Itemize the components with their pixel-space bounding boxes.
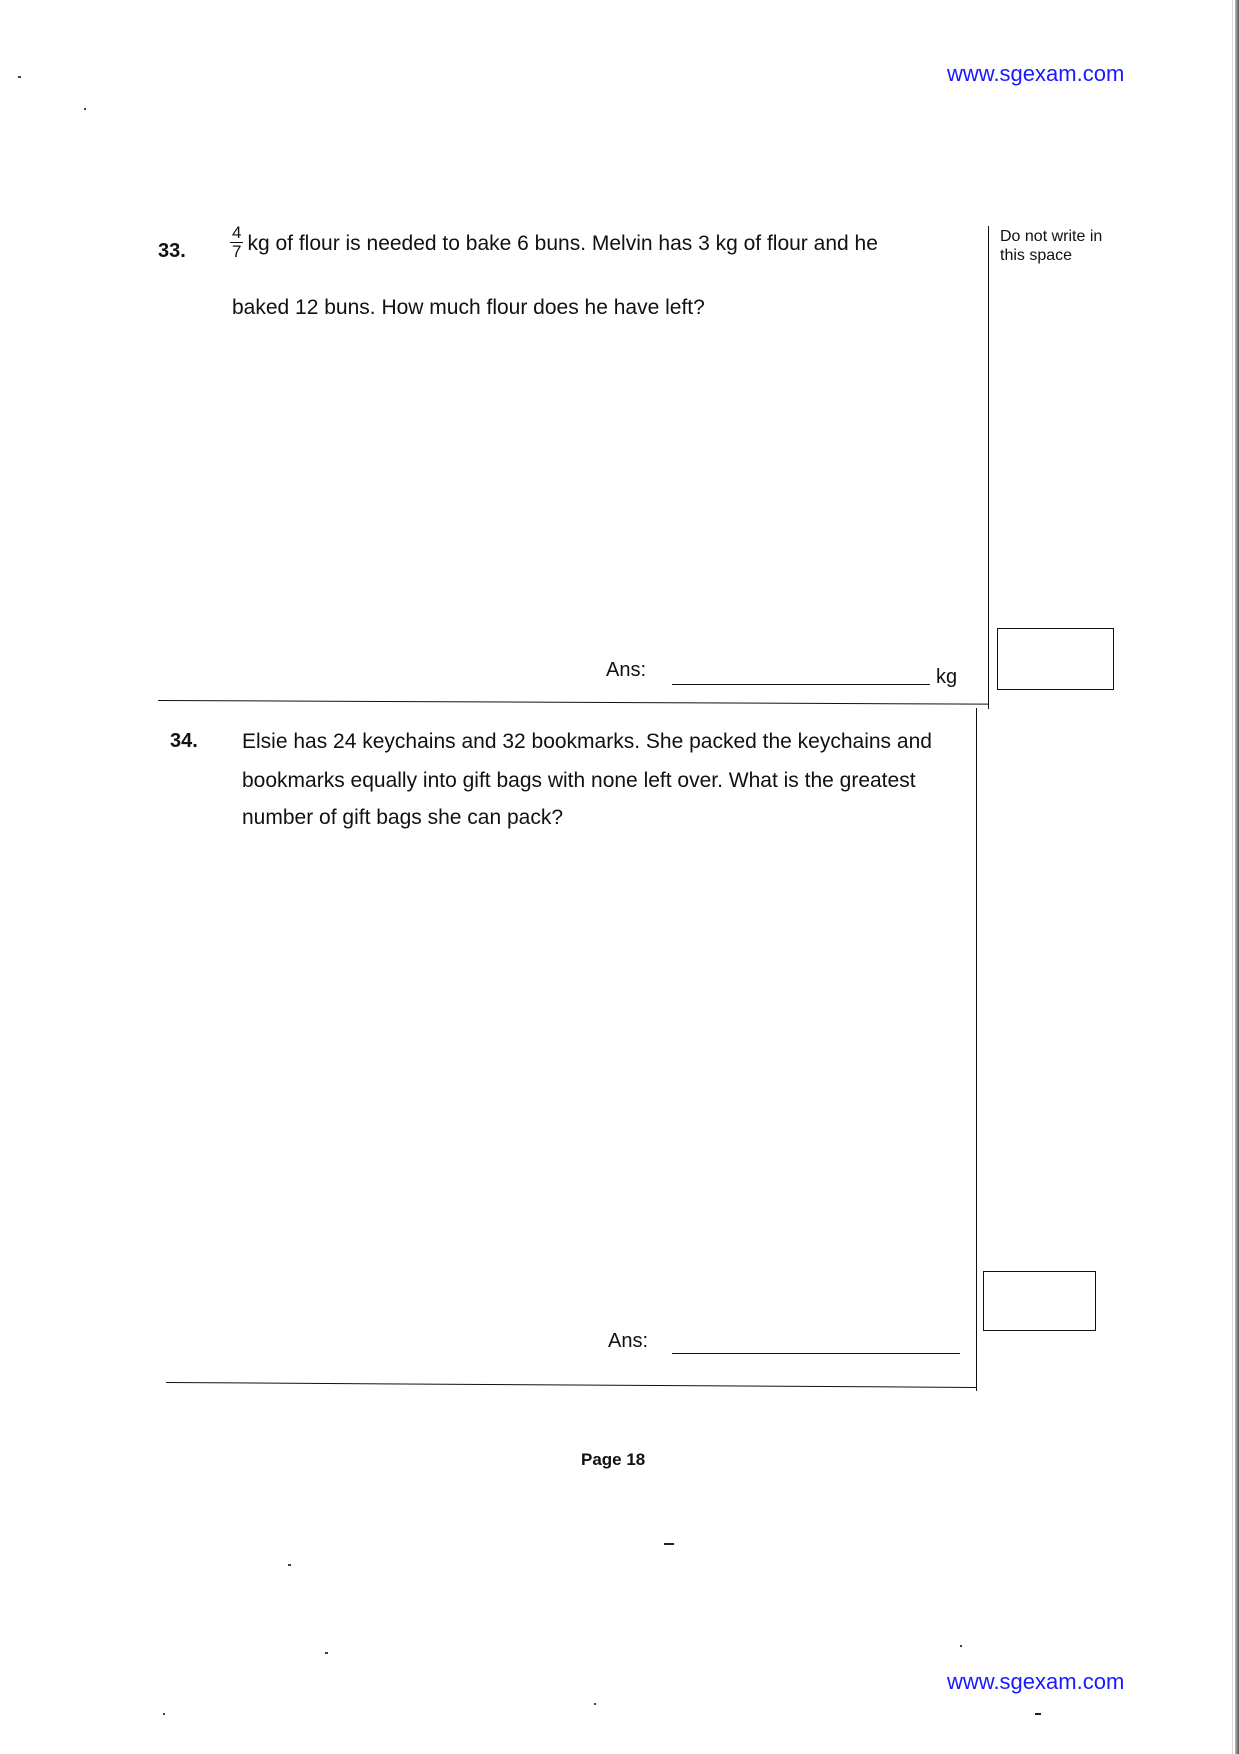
- margin-note: Do not write in this space: [1000, 228, 1103, 264]
- scan-speck: [594, 1703, 596, 1705]
- page-number: Page 18: [581, 1450, 646, 1469]
- answer-line-33[interactable]: [672, 684, 930, 685]
- scan-speck: [18, 76, 21, 78]
- scan-speck: [84, 108, 86, 110]
- question-34-line-3: number of gift bags she can pack?: [242, 806, 564, 829]
- score-box-33: [997, 628, 1114, 690]
- answer-label-34: Ans:: [608, 1330, 649, 1352]
- answer-unit-33: kg: [936, 666, 958, 688]
- question-34-line-2: bookmarks equally into gift bags with none left over. What is the greatest: [242, 769, 916, 792]
- fraction-numerator: 4: [232, 223, 242, 242]
- scan-speck: [325, 1652, 328, 1654]
- section-bottom-border: [166, 1382, 976, 1388]
- question-33-text-1: kg of flour is needed to bake 6 buns. Melvin has 3 kg of flour and he: [247, 232, 878, 256]
- answer-line-34[interactable]: [672, 1353, 960, 1354]
- scan-edge-line: [1232, 0, 1233, 1754]
- question-33-line-2: baked 12 buns. How much flour does he have left?: [232, 296, 705, 319]
- scan-speck: [960, 1645, 962, 1647]
- fraction-denominator: 7: [232, 242, 242, 261]
- fraction-four-sevenths: [230, 224, 243, 261]
- scan-edge-shadow: [1235, 0, 1239, 1754]
- site-link-top[interactable]: www.sgexam.com: [947, 61, 1125, 86]
- answer-label-33: Ans:: [606, 659, 647, 681]
- question-number-34: 34.: [170, 730, 198, 752]
- scan-speck: [163, 1713, 165, 1715]
- scan-dash: [664, 1543, 674, 1545]
- site-link-bottom[interactable]: www.sgexam.com: [947, 1669, 1125, 1694]
- scan-speck: [288, 1564, 291, 1566]
- margin-divider-q34: [976, 708, 977, 1391]
- margin-divider-q33: [988, 226, 989, 709]
- scan-dash: [1035, 1713, 1041, 1715]
- question-33-line-1: [230, 223, 878, 263]
- question-divider: [158, 700, 988, 705]
- score-box-34: [983, 1271, 1096, 1331]
- question-number-33: 33.: [158, 240, 186, 262]
- question-34-line-1: Elsie has 24 keychains and 32 bookmarks. She packed the keychains and: [242, 730, 932, 753]
